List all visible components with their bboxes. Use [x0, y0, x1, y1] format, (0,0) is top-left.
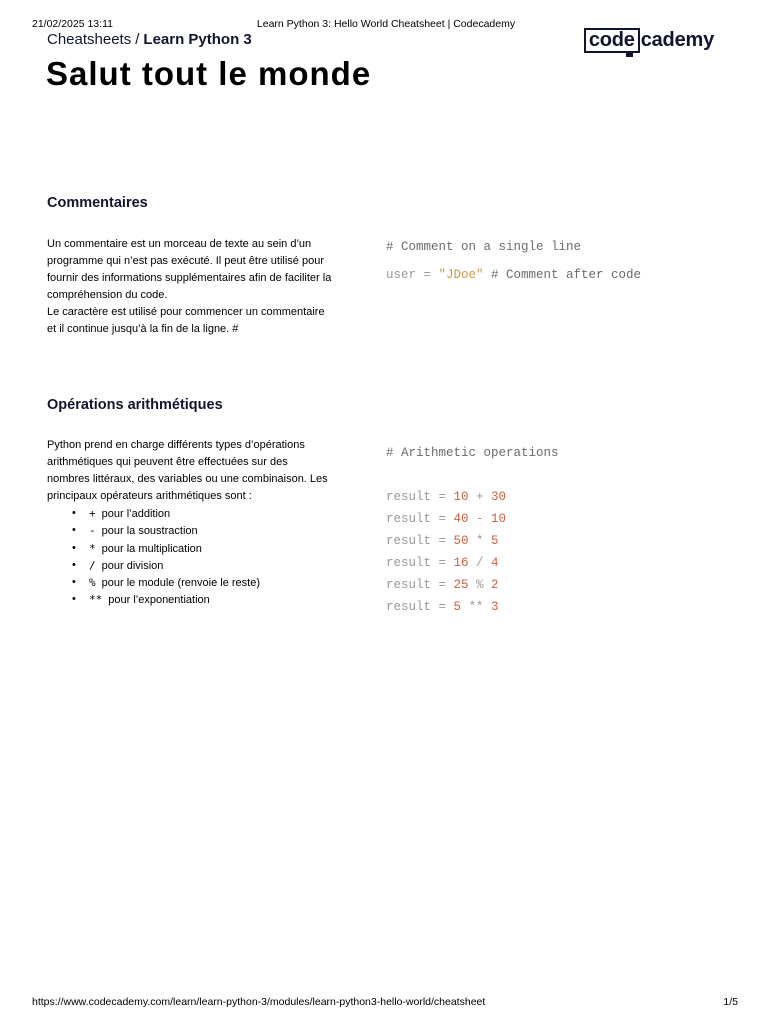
comments-code-block: [386, 240, 641, 282]
code-number: 25: [453, 578, 469, 592]
print-url: https://www.codecademy.com/learn/learn-python-3/modules/learn-python3-hello-world/cheatsheet: [32, 996, 486, 1008]
operator-symbol: /: [89, 558, 96, 572]
logo-rest-text: cademy: [640, 29, 714, 51]
code-number: 40: [453, 512, 469, 526]
comments-description: [47, 236, 332, 338]
code-variable: result =: [386, 578, 454, 592]
code-line: [386, 486, 559, 508]
breadcrumb: [47, 31, 252, 48]
code-number: 2: [491, 578, 499, 592]
code-line: [386, 508, 559, 530]
list-item: [47, 540, 332, 557]
code-variable: result =: [386, 556, 454, 570]
list-item: [47, 557, 332, 574]
operator-label: pour la soustraction: [101, 525, 198, 538]
comments-paragraph-2: Le caractère est utilisé pour commencer un commentaire et il continue jusqu’à la fin de la ligne. #: [47, 306, 325, 335]
section-title-comments: Commentaires: [47, 195, 148, 211]
code-number: 5: [453, 600, 462, 614]
code-operator: *: [468, 534, 492, 548]
operator-symbol: *: [89, 541, 96, 555]
code-line: [386, 574, 559, 596]
print-page-number: 1/5: [723, 996, 738, 1008]
code-number: 30: [491, 490, 507, 504]
print-date: 21/02/2025 13:11: [32, 18, 113, 30]
code-variable: result =: [386, 600, 454, 614]
list-item: [47, 505, 332, 522]
code-number: 16: [453, 556, 469, 570]
code-variable: user =: [386, 268, 439, 282]
code-operator: -: [468, 512, 492, 526]
breadcrumb-separator: /: [135, 31, 140, 48]
code-comment: # Comment after code: [483, 268, 642, 282]
operator-symbol: -: [89, 524, 96, 538]
breadcrumb-current: Learn Python 3: [143, 31, 252, 48]
code-number: 5: [491, 534, 499, 548]
code-variable: result =: [386, 490, 454, 504]
code-line: [386, 530, 559, 552]
arithmetic-paragraph: Python prend en charge différents types d’opérations arithmétiques qui peuvent être effectuées sur des nombres littéraux, des variables ou une combinaison. Les principaux opérateurs arithmétiques sont :: [47, 439, 328, 502]
code-number: 4: [491, 556, 499, 570]
code-number: 50: [453, 534, 469, 548]
list-item: [47, 522, 332, 539]
code-operator: /: [468, 556, 492, 570]
code-operator: +: [468, 490, 492, 504]
codecademy-logo[interactable]: [584, 28, 714, 53]
operator-symbol: +: [89, 507, 96, 520]
comments-paragraph-1: Un commentaire est un morceau de texte au sein d’un programme qui n’est pas exécuté. Il peut être utilisé pour fournir des informations supplémentaires afin de faciliter la compréhension du code.: [47, 238, 332, 301]
code-operator: %: [468, 578, 492, 592]
code-line: [386, 596, 559, 618]
list-item: [47, 591, 332, 608]
operator-label: pour la multiplication: [101, 542, 202, 555]
code-variable: result =: [386, 512, 454, 526]
operator-symbol: %: [89, 576, 96, 590]
code-variable: result =: [386, 534, 454, 548]
code-line: # Comment on a single line: [386, 240, 582, 254]
print-document-title: Learn Python 3: Hello World Cheatsheet | Codecademy: [256, 18, 516, 30]
page-title: Salut tout le monde: [46, 55, 372, 92]
code-number: 10: [491, 512, 507, 526]
arithmetic-code-block: [386, 442, 559, 618]
operator-label: pour le module (renvoie le reste): [101, 577, 260, 590]
code-operator: **: [461, 600, 492, 614]
logo-boxed-text: code: [584, 28, 640, 53]
code-number: 10: [453, 490, 469, 504]
section-title-arithmetic: Opérations arithmétiques: [47, 397, 223, 413]
breadcrumb-cheatsheets-link[interactable]: Cheatsheets: [47, 31, 132, 48]
operator-label: pour l’exponentiation: [108, 594, 210, 607]
operator-label: pour division: [101, 559, 164, 572]
list-item: [47, 574, 332, 591]
operator-list: [47, 505, 332, 609]
code-string: "JDoe": [438, 268, 484, 282]
operator-symbol: **: [89, 593, 103, 607]
code-comment: # Arithmetic operations: [386, 446, 559, 460]
code-number: 3: [491, 600, 499, 614]
operator-label: pour l’addition: [101, 508, 171, 520]
arithmetic-description: [47, 437, 332, 609]
code-line: [386, 552, 559, 574]
